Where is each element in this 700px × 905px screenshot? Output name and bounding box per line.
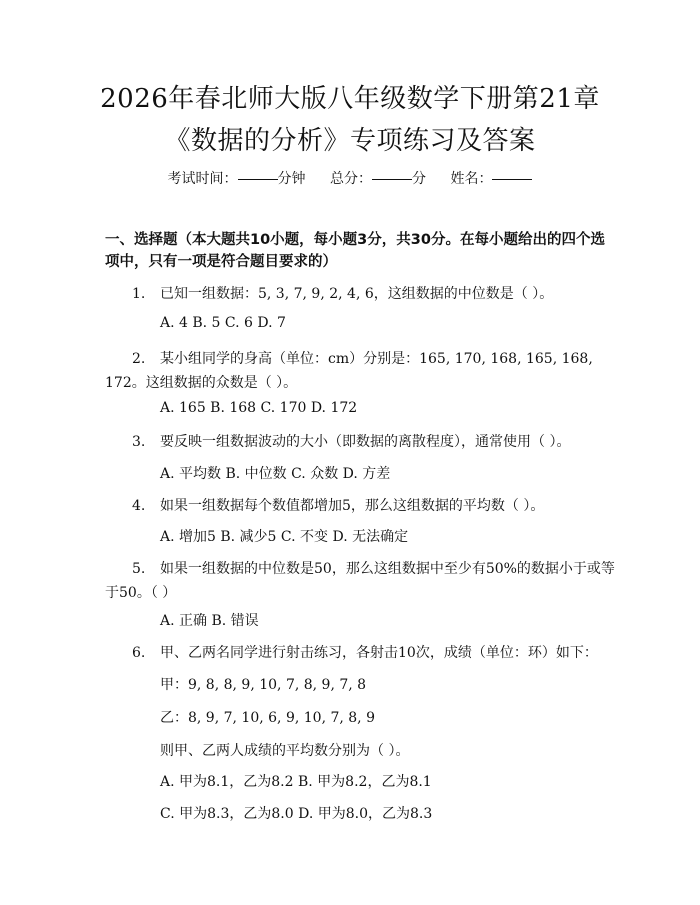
- question-text: 甲、乙两名同学进行射击练习，各射击10次，成绩（单位：环）如下：: [160, 645, 598, 661]
- question-number: 5.: [132, 561, 146, 577]
- question-5-options: A. 正确 B. 错误: [160, 613, 259, 629]
- question-1: [132, 283, 553, 303]
- question-2-options: A. 165 B. 168 C. 170 D. 172: [160, 400, 358, 416]
- score-unit: 分: [412, 171, 426, 187]
- question-6-jia-scores: 甲：9, 8, 8, 9, 10, 7, 8, 9, 7, 8: [160, 677, 367, 693]
- score-label: 总分：: [330, 171, 372, 187]
- section-heading: 一、选择题（本大题共10小题，每小题3分，共30分。在每小题给出的四个选项中，只有一项是符合题目要求的）: [105, 232, 605, 270]
- score-blank: [372, 179, 412, 180]
- question-4-options: A. 增加5 B. 减少5 C. 不变 D. 无法确定: [160, 529, 409, 545]
- question-2-continued: 172。这组数据的众数是（ ）。: [105, 375, 298, 391]
- question-5-continued: 于50。（ ）: [105, 585, 177, 601]
- question-2: [132, 348, 593, 368]
- question-text: 已知一组数据：5, 3, 7, 9, 2, 4, 6，这组数据的中位数是（ ）。: [160, 286, 554, 302]
- exam-time: [168, 168, 306, 188]
- question-number: 1.: [132, 286, 146, 302]
- time-unit: 分钟: [277, 171, 306, 187]
- question-3-options: A. 平均数 B. 中位数 C. 众数 D. 方差: [160, 466, 391, 482]
- question-6-ask: 则甲、乙两人成绩的平均数分别为（ ）。: [160, 743, 410, 759]
- exam-name: [450, 168, 532, 188]
- question-number: 4.: [132, 498, 146, 514]
- title-line-2: 《数据的分析》专项练习及答案: [164, 126, 536, 156]
- question-text: 要反映一组数据波动的大小（即数据的离散程度），通常使用（ ）。: [160, 434, 571, 450]
- question-text: 如果一组数据每个数值都增加5，那么这组数据的平均数（ ）。: [160, 498, 545, 514]
- question-3: [132, 431, 570, 451]
- question-6-options-cd: C. 甲为8.3，乙为8.0 D. 甲为8.0，乙为8.3: [160, 806, 433, 822]
- exam-info: [0, 168, 700, 188]
- question-4: [132, 495, 544, 515]
- name-blank: [492, 179, 532, 180]
- question-6-yi-scores: 乙：8, 9, 7, 10, 6, 9, 10, 7, 8, 9: [160, 710, 375, 726]
- question-1-options: A. 4 B. 5 C. 6 D. 7: [160, 315, 286, 331]
- question-number: 2.: [132, 351, 146, 367]
- question-text: 如果一组数据的中位数是50，那么这组数据中至少有50%的数据小于或等: [160, 561, 615, 577]
- time-label: 考试时间：: [167, 171, 238, 187]
- question-number: 3.: [132, 434, 146, 450]
- name-label: 姓名：: [450, 171, 493, 187]
- question-text: 某小组同学的身高（单位：cm）分别是：165, 170, 168, 165, 168,: [160, 351, 593, 367]
- question-6: [132, 642, 598, 662]
- title-line-1: 2026年春北师大版八年级数学下册第21章: [100, 84, 600, 114]
- question-number: 6.: [132, 645, 146, 661]
- question-5: [132, 558, 615, 578]
- exam-score: [330, 168, 426, 188]
- question-6-options-ab: A. 甲为8.1，乙为8.2 B. 甲为8.2，乙为8.1: [160, 774, 432, 790]
- time-blank: [238, 179, 278, 180]
